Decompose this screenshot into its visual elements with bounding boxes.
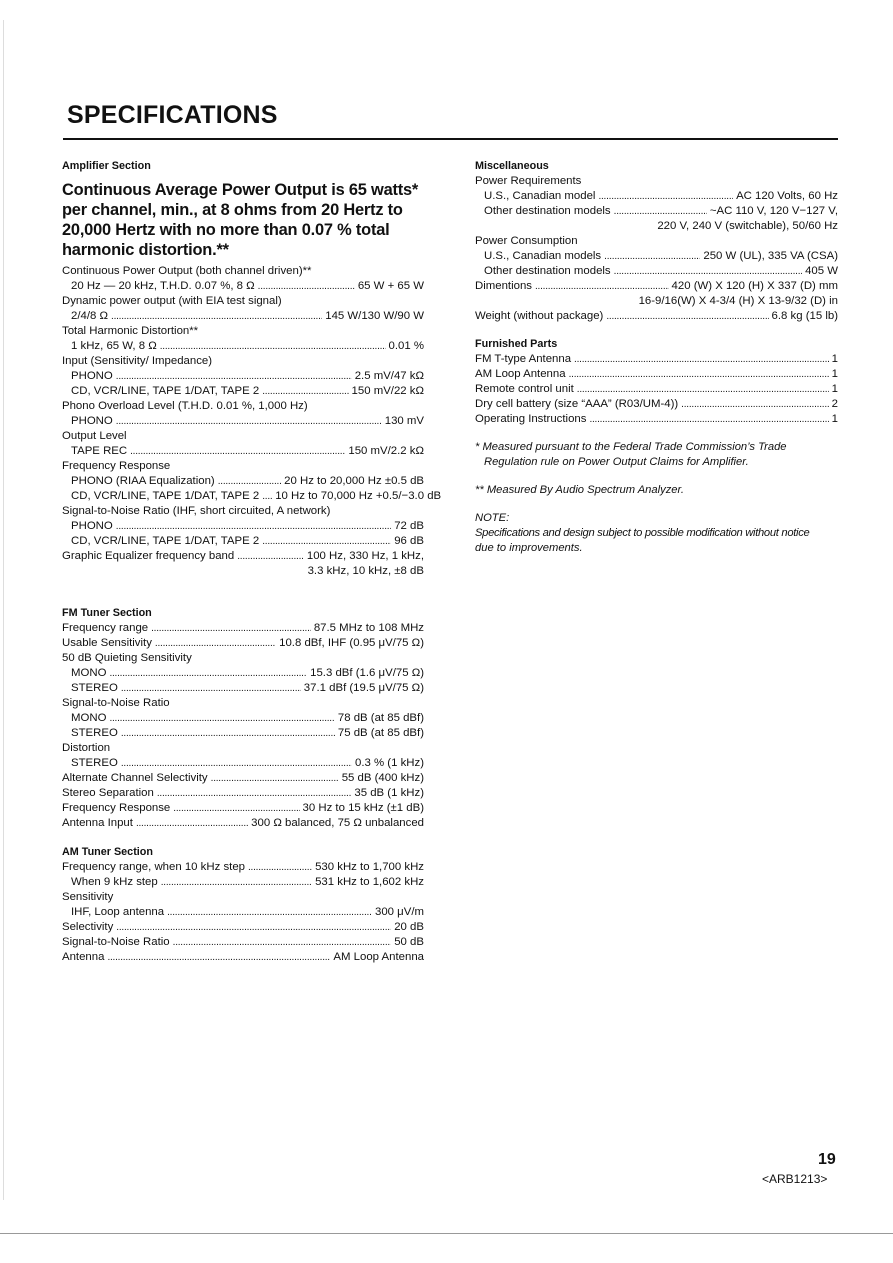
spec-value: 0.01 % (388, 340, 424, 352)
spec-row (62, 875, 424, 890)
dot-leader (121, 681, 301, 696)
spec-label: CD, VCR/LINE, TAPE 1/DAT, TAPE 2 (71, 490, 260, 502)
spec-heading: 50 dB Quieting Sensitivity (62, 652, 192, 664)
spec-value: 1 (831, 383, 838, 395)
spec-row (475, 382, 838, 397)
spec-label: 2/4/8 Ω (71, 310, 109, 322)
dot-leader (211, 771, 339, 786)
spec-value: 37.1 dBf (19.5 μV/75 Ω) (303, 682, 424, 694)
spec-row (475, 204, 838, 219)
spec-row (475, 367, 838, 382)
spec-label: Frequency range (62, 622, 149, 634)
spec-heading: Frequency Response (62, 460, 171, 472)
spec-label: CD, VCR/LINE, TAPE 1/DAT, TAPE 2 (71, 385, 260, 397)
spec-label: Dry cell battery (size “AAA” (R03/UM-4)) (475, 398, 679, 410)
spec-heading: Continuous Power Output (both channel driven)** (62, 265, 312, 277)
spec-label: Alternate Channel Selectivity (62, 772, 208, 784)
dot-leader (136, 816, 248, 831)
dot-leader (589, 412, 828, 427)
dot-leader (681, 397, 828, 412)
dot-leader (173, 801, 299, 816)
furnished-parts-list (475, 352, 838, 427)
spec-row (475, 352, 838, 367)
fm-tuner-spec-list (62, 621, 424, 831)
dot-leader (116, 369, 352, 384)
spec-row (62, 309, 424, 324)
spec-row (62, 771, 424, 786)
spec-row (475, 249, 838, 264)
spec-label: AM Loop Antenna (475, 368, 566, 380)
amplifier-spec-list (62, 264, 442, 579)
right-column (475, 159, 838, 556)
spec-label: PHONO (71, 415, 113, 427)
note-title: NOTE: (475, 512, 510, 524)
spec-label: Operating Instructions (475, 413, 587, 425)
spec-value: 78 dB (at 85 dBf) (337, 712, 424, 724)
dot-leader (614, 204, 707, 219)
spec-value: 20 Hz to 20,000 Hz ±0.5 dB (284, 475, 424, 487)
spec-value: 100 Hz, 330 Hz, 1 kHz, (306, 550, 424, 562)
spec-heading: Input (Sensitivity/ Impedance) (62, 355, 213, 367)
spec-label: Frequency range, when 10 kHz step (62, 861, 245, 873)
spec-row (62, 444, 424, 459)
spec-row (475, 412, 838, 427)
dot-leader (121, 726, 335, 741)
spec-value: 250 W (UL), 335 VA (CSA) (703, 250, 838, 262)
footnote-ftc-line1: * Measured pursuant to the Federal Trade Commission’s Trade (475, 441, 787, 453)
spec-label: Selectivity (62, 921, 114, 933)
spec-label: Dimentions (475, 280, 532, 292)
spec-label: 1 kHz, 65 W, 8 Ω (71, 340, 157, 352)
spec-continuation: 220 V, 240 V (switchable), 50/60 Hz (657, 220, 838, 232)
spec-value: 1 (831, 353, 838, 365)
dot-leader (116, 414, 382, 429)
spec-label: PHONO (71, 370, 113, 382)
left-column (62, 159, 442, 965)
spec-continuation: 16-9/16(W) X 4-3/4 (H) X 13-9/32 (D) in (638, 295, 838, 307)
spec-label: Other destination models (484, 205, 611, 217)
spec-row (62, 860, 424, 875)
spec-row (475, 397, 838, 412)
spec-value: 0.3 % (1 kHz) (355, 757, 424, 769)
spec-label: MONO (71, 667, 107, 679)
spec-label: STEREO (71, 757, 118, 769)
spec-value: 2 (831, 398, 838, 410)
spec-label: IHF, Loop antenna (71, 906, 165, 918)
dot-leader (574, 352, 829, 367)
dot-leader (121, 756, 352, 771)
dot-leader (577, 382, 829, 397)
footnote-ftc-line2: Regulation rule on Power Output Claims for Amplifier. (484, 456, 749, 468)
spec-value: ~AC 110 V, 120 V−127 V, (709, 205, 838, 217)
dot-leader (258, 279, 355, 294)
spec-label: PHONO (71, 520, 113, 532)
spec-value: 30 Hz to 15 kHz (±1 dB) (302, 802, 424, 814)
spec-value: AM Loop Antenna (333, 951, 424, 963)
spec-heading: Power Consumption (475, 235, 578, 247)
scan-edge-line (3, 20, 4, 1200)
spec-label: TAPE REC (71, 445, 128, 457)
spec-row (62, 384, 424, 399)
spec-label: STEREO (71, 727, 118, 739)
spec-value: 150 mV/2.2 kΩ (348, 445, 424, 457)
title-rule (63, 138, 838, 140)
spec-heading: Power Requirements (475, 175, 582, 187)
spec-value: 15.3 dBf (1.6 μV/75 Ω) (310, 667, 424, 679)
spec-row (62, 414, 424, 429)
spec-heading: Distortion (62, 742, 111, 754)
spec-row (62, 339, 424, 354)
spec-heading: Sensitivity (62, 891, 114, 903)
bottom-rule (0, 1233, 893, 1234)
spec-label: U.S., Canadian model (484, 190, 596, 202)
spec-row (62, 369, 424, 384)
dot-leader (157, 786, 352, 801)
spec-value: 50 dB (394, 936, 424, 948)
spec-label: Stereo Separation (62, 787, 154, 799)
spec-row (62, 489, 442, 504)
dot-leader (160, 339, 386, 354)
spec-value: 531 kHz to 1,602 kHz (315, 876, 424, 888)
spec-value: 130 mV (384, 415, 424, 427)
spec-row (62, 786, 424, 801)
spec-row (62, 681, 424, 696)
spec-row (62, 801, 424, 816)
spec-label: Frequency Response (62, 802, 171, 814)
dot-leader (598, 189, 733, 204)
dot-leader (535, 279, 669, 294)
spec-row (62, 549, 424, 564)
dot-leader (109, 711, 334, 726)
spec-label: MONO (71, 712, 107, 724)
misc-section-title: Miscellaneous (475, 160, 549, 172)
spec-label: Weight (without package) (475, 310, 604, 322)
spec-value: 1 (831, 413, 838, 425)
spec-row (62, 666, 424, 681)
dot-leader (130, 444, 345, 459)
spec-value: 55 dB (400 kHz) (341, 772, 424, 784)
page-title: SPECIFICATIONS (67, 101, 278, 129)
spec-row (475, 309, 838, 324)
spec-row (62, 636, 424, 651)
am-tuner-section-title: AM Tuner Section (62, 846, 153, 858)
note-line1: Specifications and design subject to possible modification without notice (475, 527, 810, 539)
amplifier-section-title: Amplifier Section (62, 160, 151, 172)
dot-leader (606, 309, 768, 324)
dot-leader (111, 309, 322, 324)
spec-value: 405 W (805, 265, 838, 277)
am-tuner-spec-list (62, 860, 424, 965)
spec-value: 96 dB (394, 535, 424, 547)
spec-heading: Phono Overload Level (T.H.D. 0.01 %, 1,000 Hz) (62, 400, 308, 412)
spec-heading: Signal-to-Noise Ratio (62, 697, 170, 709)
spec-heading: Total Harmonic Distortion** (62, 325, 199, 337)
spec-value: 35 dB (1 kHz) (354, 787, 424, 799)
spec-label: FM T-type Antenna (475, 353, 572, 365)
spec-value: 2.5 mV/47 kΩ (354, 370, 424, 382)
misc-spec-list (475, 174, 838, 324)
spec-label: Other destination models (484, 265, 611, 277)
dot-leader (167, 905, 372, 920)
power-output-headline: Continuous Average Power Output is 65 watts* per channel, min., at 8 ohms from 20 Hertz to 20,000 Hertz with no more than 0.07 % total harmonic distortion.** (62, 181, 419, 259)
spec-value: 1 (831, 368, 838, 380)
spec-label: STEREO (71, 682, 118, 694)
spec-row (62, 950, 424, 965)
spec-row (62, 519, 424, 534)
spec-label: 20 Hz — 20 kHz, T.H.D. 0.07 %, 8 Ω (71, 280, 255, 292)
footnote-analyzer: ** Measured By Audio Spectrum Analyzer. (475, 484, 684, 496)
dot-leader (116, 920, 391, 935)
dot-leader (262, 384, 348, 399)
spec-value: 150 mV/22 kΩ (351, 385, 424, 397)
document-code: <ARB1213> (762, 1172, 828, 1186)
dot-leader (248, 860, 312, 875)
spec-value: 87.5 MHz to 108 MHz (313, 622, 424, 634)
spec-value: 10 Hz to 70,000 Hz +0.5/−3.0 dB (275, 490, 442, 502)
spec-row (62, 621, 424, 636)
spec-value: 72 dB (394, 520, 424, 532)
spec-row (62, 474, 424, 489)
spec-value: 10.8 dBf, IHF (0.95 μV/75 Ω) (279, 637, 424, 649)
spec-value: 6.8 kg (15 lb) (771, 310, 838, 322)
dot-leader (116, 519, 391, 534)
dot-leader (218, 474, 281, 489)
spec-value: 300 μV/m (375, 906, 424, 918)
spec-heading: Dynamic power output (with EIA test signal) (62, 295, 282, 307)
spec-row (475, 279, 838, 294)
spec-value: 145 W/130 W/90 W (325, 310, 424, 322)
dot-leader (173, 935, 392, 950)
spec-label: Usable Sensitivity (62, 637, 152, 649)
dot-leader (161, 875, 312, 890)
spec-label: When 9 kHz step (71, 876, 158, 888)
spec-value: 65 W + 65 W (357, 280, 424, 292)
spec-value: AC 120 Volts, 60 Hz (736, 190, 838, 202)
note-line2: due to improvements. (475, 542, 583, 554)
spec-heading: Output Level (62, 430, 127, 442)
spec-value: 530 kHz to 1,700 kHz (315, 861, 424, 873)
dot-leader (151, 621, 311, 636)
dot-leader (237, 549, 304, 564)
spec-row (62, 905, 424, 920)
spec-label: PHONO (RIAA Equalization) (71, 475, 215, 487)
spec-value: 20 dB (394, 921, 424, 933)
footnote-ftc (475, 440, 838, 470)
dot-leader (569, 367, 829, 382)
spec-label: U.S., Canadian models (484, 250, 602, 262)
spec-value: 420 (W) X 120 (H) X 337 (D) mm (671, 280, 838, 292)
spec-label: Antenna Input (62, 817, 133, 829)
spec-row (62, 534, 424, 549)
spec-row (62, 279, 424, 294)
fm-tuner-section-title: FM Tuner Section (62, 607, 152, 619)
spec-row (62, 935, 424, 950)
dot-leader (262, 489, 272, 504)
spec-row (62, 756, 424, 771)
dot-leader (604, 249, 700, 264)
dot-leader (107, 950, 330, 965)
dot-leader (155, 636, 276, 651)
spec-label: CD, VCR/LINE, TAPE 1/DAT, TAPE 2 (71, 535, 260, 547)
spec-row (62, 711, 424, 726)
spec-label: Graphic Equalizer frequency band (62, 550, 235, 562)
page-number: 19 (818, 1151, 836, 1168)
spec-row (475, 189, 838, 204)
spec-row (62, 816, 424, 831)
spec-label: Antenna (62, 951, 105, 963)
spec-row (475, 264, 838, 279)
spec-value: 75 dB (at 85 dBf) (337, 727, 424, 739)
spec-row (62, 726, 424, 741)
dot-leader (109, 666, 307, 681)
spec-label: Signal-to-Noise Ratio (62, 936, 170, 948)
spec-continuation: 3.3 kHz, 10 kHz, ±8 dB (307, 565, 424, 577)
dot-leader (614, 264, 802, 279)
spec-label: Remote control unit (475, 383, 574, 395)
spec-heading: Signal-to-Noise Ratio (IHF, short circuited, A network) (62, 505, 331, 517)
furnished-parts-title: Furnished Parts (475, 338, 558, 350)
dot-leader (262, 534, 391, 549)
spec-value: 300 Ω balanced, 75 Ω unbalanced (251, 817, 424, 829)
spec-row (62, 920, 424, 935)
